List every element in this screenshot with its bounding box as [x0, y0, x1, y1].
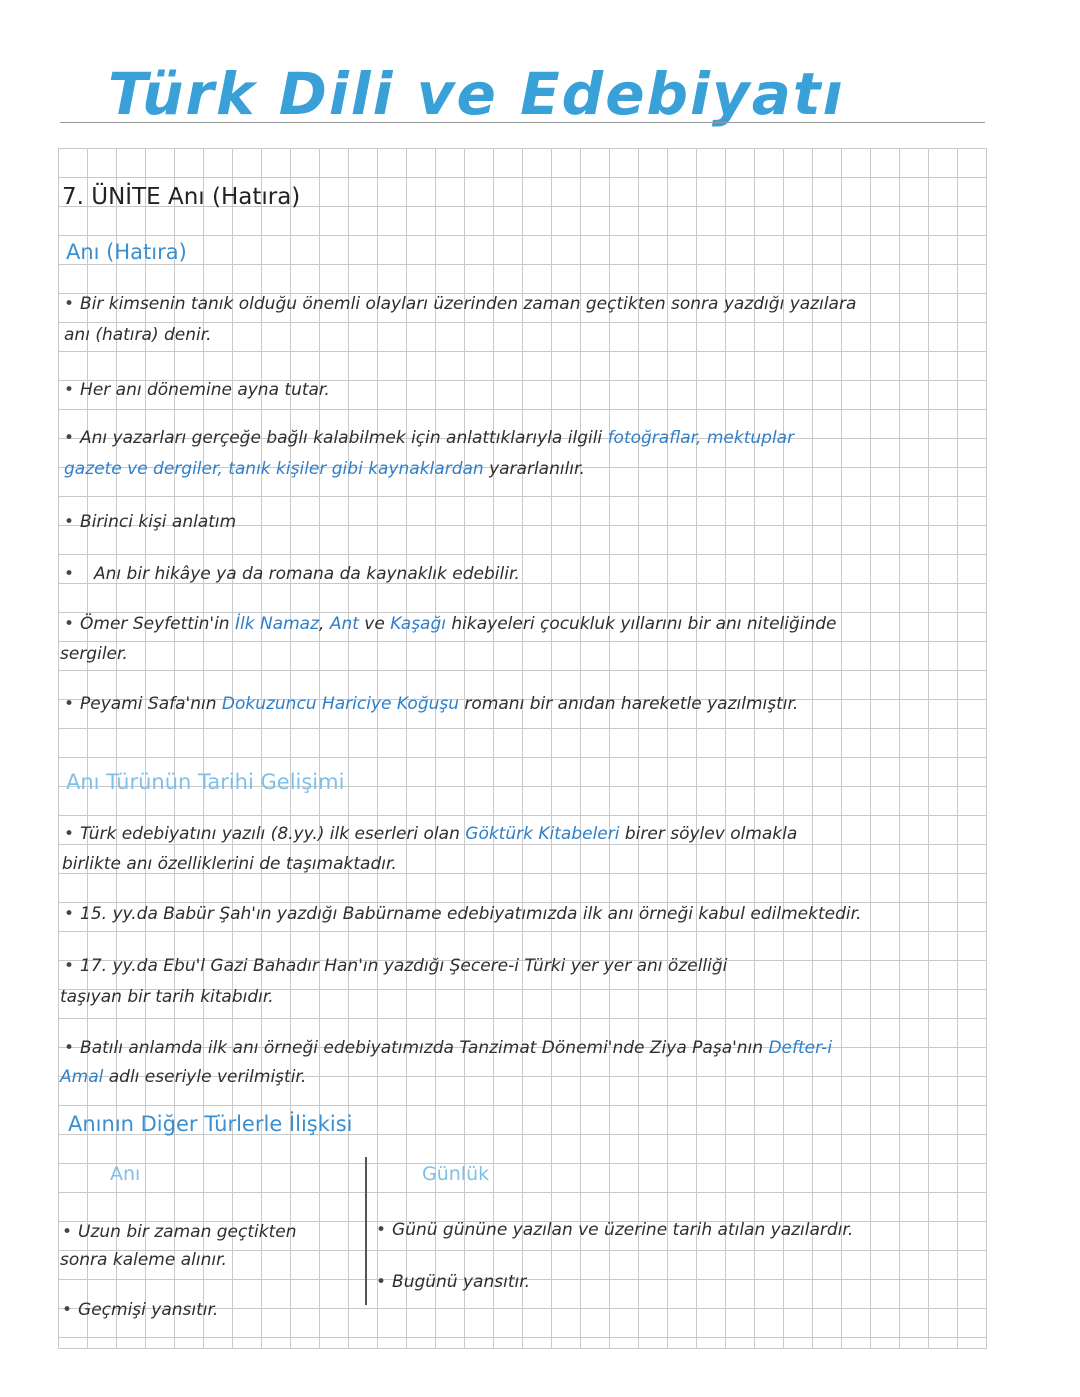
paragraph-gokturk: • Türk edebiyatını yazılı (8.yy.) ilk eserleri olan Göktürk Kitabeleri birer söylev olmakla: [64, 824, 798, 844]
omer-text-2: ,: [319, 614, 330, 634]
ani-point-1-line-2: sonra kaleme alınır.: [60, 1250, 227, 1270]
gokturk-line-2: birlikte anı özelliklerini de taşımaktadır.: [62, 854, 397, 874]
baburname-text: 15. yy.da Babür Şah'ın yazdığı Babürname edebiyatımızda ilk anı örneği kabul edilmektedir.: [80, 904, 862, 924]
work-ilk-namaz: İlk Namaz: [234, 614, 320, 634]
paragraph-sources-line-2: [64, 455, 585, 484]
paragraph-peyami-safa: • Peyami Safa'nın Dokuzuncu Hariciye Koğuşu romanı bir anıdan hareketle yazılmıştır.: [64, 694, 799, 714]
paragraph-definition: • Bir kimsenin tanık olduğu önemli olayları üzerinden zaman geçtikten sonra yazdığı yazılara: [64, 294, 857, 314]
paragraph-first-person: • Birinci kişi anlatım: [64, 512, 237, 532]
gunluk-point-2-text: Bugünü yansıtır.: [392, 1272, 531, 1292]
gokturk-text-2: birer söylev olmakla: [619, 824, 798, 844]
gunluk-point-2: • Bugünü yansıtır.: [376, 1272, 531, 1292]
work-ant: Ant: [329, 614, 359, 634]
work-kasagi: Kaşağı: [390, 614, 446, 634]
sources-highlight-2: gazete ve dergiler, tanık kişiler gibi kaynaklardan: [64, 459, 484, 479]
unit-heading: 7. ÜNİTE Anı (Hatıra): [62, 184, 301, 210]
gunluk-point-1-text: Günü gününe yazılan ve üzerine tarih atılan yazılardır.: [392, 1220, 854, 1240]
definition-line-1: Bir kimsenin tanık olduğu önemli olayları üzerinden zaman geçtikten sonra yazdığı yazılara: [80, 294, 857, 314]
definition-line-2: anı (hatıra) denir.: [64, 325, 212, 345]
column-heading-gunluk: Günlük: [422, 1163, 490, 1185]
ziya-text-2: adlı eseriyle verilmiştir.: [103, 1067, 307, 1087]
paragraph-ziya-pasa-line-2: [60, 1063, 306, 1092]
gokturk-text-1: Türk edebiyatını yazılı (8.yy.) ilk eserleri olan: [80, 824, 466, 844]
secere-line-1: 17. yy.da Ebu'l Gazi Bahadır Han'ın yazdığı Şecere-i Türki yer yer anı özelliği: [80, 956, 728, 976]
ani-point-1: • Uzun bir zaman geçtikten: [62, 1222, 297, 1242]
ziya-text-1: Batılı anlamda ilk anı örneği edebiyatımızda Tanzimat Dönemi'nde Ziya Paşa'nın: [80, 1038, 769, 1058]
column-heading-ani: Anı: [110, 1163, 141, 1185]
paragraph-source-for-novel: • Anı bir hikâye ya da romana da kaynaklık edebilir.: [64, 564, 520, 584]
omer-line-2: sergiler.: [60, 644, 128, 664]
work-defter-i: Defter-i: [768, 1038, 833, 1058]
paragraph-baburname: • 15. yy.da Babür Şah'ın yazdığı Babürname edebiyatımızda ilk anı örneği kabul edilmektedir.: [64, 904, 862, 924]
work-amal: Amal: [60, 1067, 104, 1087]
section-heading-history: Anı Türünün Tarihi Gelişimi: [66, 770, 345, 794]
first-person-text: Birinci kişi anlatım: [80, 512, 237, 532]
section-heading-relations: Anının Diğer Türlerle İlişkisi: [68, 1112, 353, 1136]
paragraph-omer-seyfettin: • Ömer Seyfettin'in İlk Namaz, Ant ve Kaşağı hikayeleri çocukluk yıllarını bir anı niteliğinde: [64, 614, 837, 634]
sources-highlight-1: fotoğraflar, mektuplar: [607, 428, 795, 448]
sources-text: Anı yazarları gerçeğe bağlı kalabilmek için anlattıklarıyla ilgili: [80, 428, 608, 448]
source-for-novel-text: Anı bir hikâye ya da romana da kaynaklık edebilir.: [94, 564, 520, 584]
mirror-text: Her anı dönemine ayna tutar.: [80, 380, 330, 400]
ani-point-2-text: Geçmişi yansıtır.: [78, 1300, 219, 1320]
omer-text-1: Ömer Seyfettin'in: [80, 614, 235, 634]
ani-point-2: • Geçmişi yansıtır.: [62, 1300, 219, 1320]
secere-line-2: taşıyan bir tarih kitabıdır.: [60, 987, 274, 1007]
ani-point-1-line-1: Uzun bir zaman geçtikten: [78, 1222, 297, 1242]
work-gokturk-kitabeleri: Göktürk Kitabeleri: [465, 824, 620, 844]
omer-text-4: hikayeleri çocukluk yıllarını bir anı niteliğinde: [445, 614, 837, 634]
work-dokuzuncu-hariciye: Dokuzuncu Hariciye Koğuşu: [221, 694, 460, 714]
paragraph-secere: • 17. yy.da Ebu'l Gazi Bahadır Han'ın yazdığı Şecere-i Türki yer yer anı özelliği: [64, 956, 728, 976]
paragraph-sources: • Anı yazarları gerçeğe bağlı kalabilmek için anlattıklarıyla ilgili fotoğraflar, mektuplar: [64, 428, 795, 448]
gunluk-point-1: • Günü gününe yazılan ve üzerine tarih atılan yazılardır.: [376, 1220, 854, 1240]
sources-suffix: yararlanılır.: [483, 459, 585, 479]
section-heading-ani: Anı (Hatıra): [66, 240, 187, 264]
title-underline: [60, 122, 985, 123]
page-title: Türk Dili ve Edebiyatı: [108, 60, 845, 128]
paragraph-ziya-pasa: • Batılı anlamda ilk anı örneği edebiyatımızda Tanzimat Dönemi'nde Ziya Paşa'nın Defter-i: [64, 1038, 833, 1058]
paragraph-mirror: • Her anı dönemine ayna tutar.: [64, 380, 330, 400]
column-divider: [365, 1157, 367, 1305]
peyami-text-1: Peyami Safa'nın: [80, 694, 222, 714]
omer-text-3: ve: [358, 614, 391, 634]
peyami-text-2: romanı bir anıdan hareketle yazılmıştır.: [459, 694, 799, 714]
